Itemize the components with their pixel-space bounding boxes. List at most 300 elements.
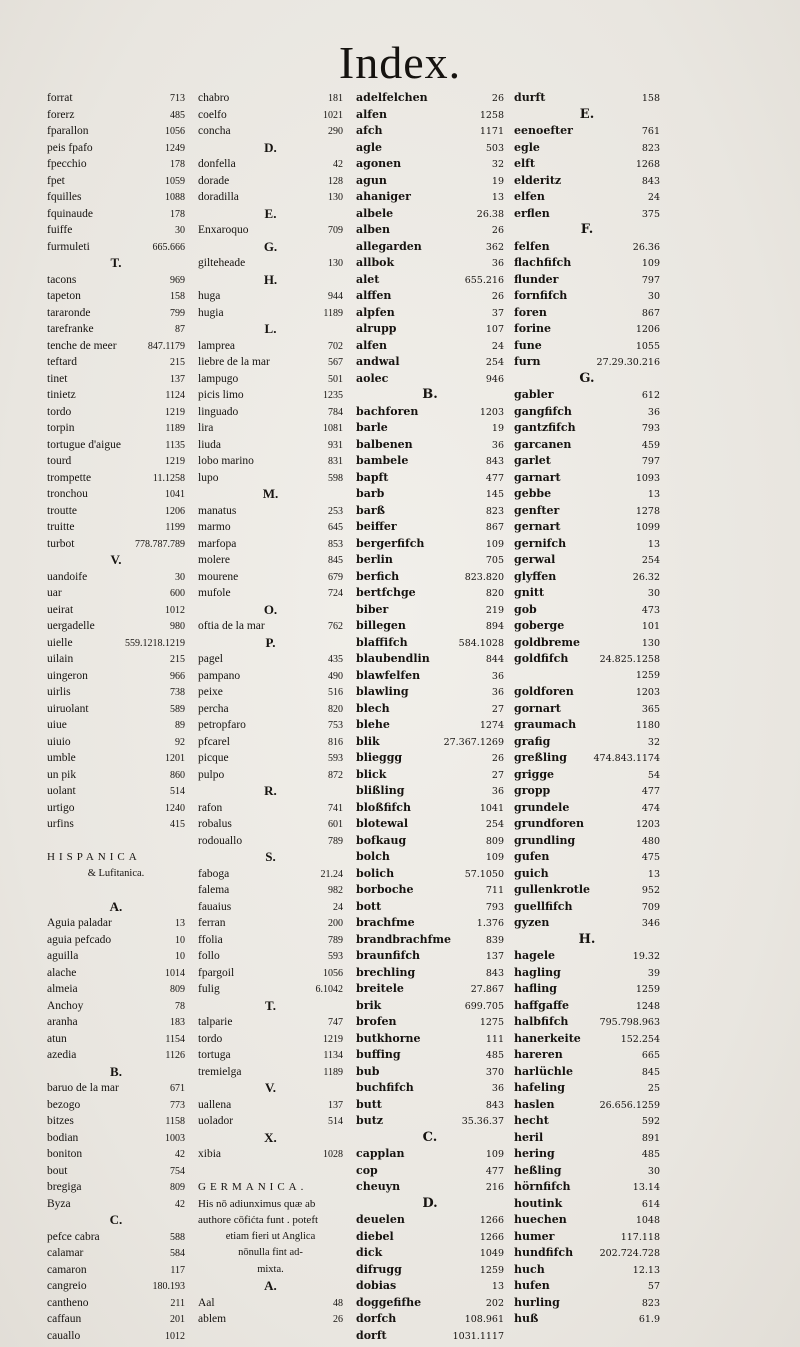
index-entry xyxy=(356,1245,504,1262)
entry-term: bergerfifch xyxy=(356,536,425,550)
entry-page-refs: 477 xyxy=(485,472,504,484)
entry-page-refs: 1189 xyxy=(323,1066,343,1078)
index-entry xyxy=(47,222,185,239)
entry-term: garcanen xyxy=(514,437,572,451)
entry-term: gullenkrotle xyxy=(514,883,591,896)
index-entry xyxy=(198,866,343,883)
index-entry xyxy=(198,354,343,371)
entry-page-refs: 809 xyxy=(485,835,504,847)
entry-page-refs: 13 xyxy=(491,192,504,203)
entry-term: cangreio xyxy=(47,1280,87,1292)
entry-term: guellfifch xyxy=(514,899,573,913)
entry-term: alben xyxy=(356,223,390,236)
index-entry xyxy=(514,470,660,487)
entry-term: alet xyxy=(356,272,380,286)
entry-page-refs: 42 xyxy=(333,159,343,170)
entry-term: heßling xyxy=(514,1163,562,1177)
entry-page-refs: 39 xyxy=(647,967,660,979)
index-entry xyxy=(47,123,185,140)
entry-page-refs: 724 xyxy=(328,588,343,599)
index-entry xyxy=(356,1113,504,1130)
entry-page-refs: 1126 xyxy=(165,1050,185,1061)
entry-page-refs: 201 xyxy=(170,1314,185,1325)
entry-term: diebel xyxy=(356,1229,394,1243)
index-entry xyxy=(356,123,504,140)
entry-term: bachforen xyxy=(356,404,419,418)
entry-term: gantzfifch xyxy=(514,421,576,434)
entry-term: hagling xyxy=(514,965,561,979)
entry-term: tarefranke xyxy=(47,323,94,335)
entry-page-refs: 514 xyxy=(328,1116,343,1127)
index-entry xyxy=(356,899,504,916)
index-entry xyxy=(356,305,504,322)
entry-page-refs: 980 xyxy=(170,621,185,632)
index-entry xyxy=(198,569,343,586)
index-entry xyxy=(514,1245,660,1262)
index-entry xyxy=(47,1014,185,1031)
entry-term: pagel xyxy=(198,653,223,665)
letter-heading: F. xyxy=(580,222,594,237)
index-entry xyxy=(514,239,660,256)
index-entry xyxy=(514,486,660,503)
entry-term: balbenen xyxy=(356,437,413,451)
entry-term: gob xyxy=(514,602,537,616)
entry-term: uandoife xyxy=(47,570,88,583)
index-entry xyxy=(356,750,504,767)
entry-term: gornart xyxy=(514,701,561,715)
index-entry xyxy=(514,1146,660,1163)
index-entry xyxy=(47,717,185,734)
entry-page-refs: 1012 xyxy=(165,604,185,616)
entry-term: coelfo xyxy=(198,108,227,121)
index-entry xyxy=(514,816,660,833)
entry-term: uolant xyxy=(47,785,76,797)
entry-page-refs: 30 xyxy=(175,225,185,236)
entry-page-refs: 1219 xyxy=(165,456,185,467)
index-entry xyxy=(47,239,185,256)
letter-heading: H. xyxy=(263,271,278,287)
index-entry xyxy=(514,1196,660,1213)
letter-heading: S. xyxy=(265,849,276,864)
index-entry xyxy=(198,915,343,932)
entry-term: lupo xyxy=(198,471,219,484)
entry-term: ferran xyxy=(198,917,226,929)
index-entry xyxy=(514,255,660,272)
entry-term: lira xyxy=(198,422,214,434)
entry-page-refs: 1259 xyxy=(635,984,660,995)
entry-page-refs: 1259 xyxy=(635,669,660,681)
entry-page-refs: 1266 xyxy=(479,1215,504,1226)
entry-page-refs: 593 xyxy=(328,951,343,962)
entry-page-refs: 180.193 xyxy=(152,1281,185,1292)
entry-term: Byza xyxy=(47,1197,71,1210)
entry-page-refs: 867 xyxy=(485,522,504,533)
entry-term: gerwal xyxy=(514,553,556,566)
index-entry xyxy=(47,1245,185,1262)
entry-term: fparallon xyxy=(47,125,89,137)
entry-term: alpfen xyxy=(356,305,395,319)
entry-term: agun xyxy=(356,173,387,187)
entry-term: tordo xyxy=(198,1032,223,1045)
entry-page-refs: 181 xyxy=(328,93,343,104)
entry-term: percha xyxy=(198,702,229,715)
entry-page-refs: 1031.1117 xyxy=(452,1330,504,1342)
index-entry xyxy=(356,668,504,685)
entry-page-refs: 1248 xyxy=(635,1000,660,1012)
entry-page-refs: 1268 xyxy=(635,159,660,170)
entry-page-refs: 26.32 xyxy=(632,571,660,583)
entry-page-refs: 36 xyxy=(491,439,504,451)
entry-page-refs: 42 xyxy=(175,1149,185,1160)
index-entry xyxy=(198,981,343,998)
entry-page-refs: 1199 xyxy=(165,522,185,533)
entry-page-refs: 477 xyxy=(641,786,660,797)
blank-line xyxy=(47,833,185,850)
index-entry xyxy=(198,107,343,124)
entry-page-refs: 35.36.37 xyxy=(461,1116,504,1127)
index-entry xyxy=(47,800,185,817)
entry-term: grafig xyxy=(514,734,551,748)
entry-term: greßling xyxy=(514,751,567,764)
index-entry xyxy=(47,387,185,404)
entry-term: brechling xyxy=(356,965,416,979)
index-entry xyxy=(356,453,504,470)
entry-page-refs: 823.820 xyxy=(464,571,504,583)
index-entry xyxy=(356,1080,504,1097)
entry-term: boniton xyxy=(47,1148,83,1160)
index-entry xyxy=(514,800,660,817)
entry-page-refs: 6.1042 xyxy=(315,984,343,995)
entry-page-refs: 152.254 xyxy=(620,1033,660,1045)
entry-page-refs: 1041 xyxy=(479,802,504,814)
index-entry xyxy=(514,272,660,289)
index-entry xyxy=(356,1097,504,1114)
entry-page-refs: 19 xyxy=(491,175,504,187)
entry-term: blaffifch xyxy=(356,635,408,649)
entry-term: tremielga xyxy=(198,1065,242,1078)
entry-term: hagele xyxy=(514,949,555,962)
index-entry xyxy=(514,1080,660,1097)
entry-term: grigge xyxy=(514,767,555,781)
index-entry xyxy=(47,915,185,932)
entry-term: lobo marino xyxy=(198,455,254,467)
entry-term: berlin xyxy=(356,553,393,566)
entry-page-refs: 612 xyxy=(641,390,660,401)
entry-page-refs: 26.656.1259 xyxy=(599,1099,660,1111)
entry-term: teftard xyxy=(47,356,78,368)
index-entry xyxy=(47,635,185,652)
index-entry xyxy=(514,701,660,718)
entry-term: cauallo xyxy=(47,1329,81,1342)
entry-page-refs: 30 xyxy=(647,588,660,599)
entry-term: turbot xyxy=(47,537,75,550)
entry-page-refs: 671 xyxy=(170,1083,185,1094)
entry-term: chabro xyxy=(198,92,230,104)
entry-term: aguilla xyxy=(47,950,79,962)
entry-term: fpargoil xyxy=(198,966,235,979)
entry-term: forine xyxy=(514,322,552,335)
index-entry xyxy=(198,1031,343,1048)
entry-term: hecht xyxy=(514,1114,549,1127)
index-entry xyxy=(514,915,660,932)
index-entry xyxy=(356,536,504,553)
entry-page-refs: 1240 xyxy=(165,802,185,814)
entry-term: peis fpafo xyxy=(47,141,93,154)
entry-page-refs: 754 xyxy=(170,1165,185,1177)
entry-page-refs: 27.367.1269 xyxy=(443,736,504,748)
entry-page-refs: 475 xyxy=(641,852,660,863)
entry-term: hareren xyxy=(514,1048,563,1061)
entry-page-refs: 1028 xyxy=(323,1149,343,1160)
entry-term: heril xyxy=(514,1130,544,1144)
index-entry xyxy=(198,734,343,751)
note-line: mixta. xyxy=(257,1263,284,1275)
index-entry xyxy=(514,1113,660,1130)
entry-term: molere xyxy=(198,554,230,566)
entry-page-refs: 1203 xyxy=(479,406,504,418)
entry-page-refs: 588 xyxy=(170,1231,185,1243)
entry-page-refs: 797 xyxy=(641,456,660,467)
entry-page-refs: 559.1218.1219 xyxy=(125,637,185,649)
entry-page-refs: 501 xyxy=(328,373,343,385)
entry-term: grundele xyxy=(514,800,570,814)
entry-page-refs: 1041 xyxy=(165,489,185,500)
index-entry xyxy=(514,651,660,668)
entry-page-refs: 24 xyxy=(647,192,660,203)
entry-page-refs: 799 xyxy=(170,307,185,319)
index-entry xyxy=(356,404,504,421)
index-entry xyxy=(198,288,343,305)
index-entry xyxy=(514,767,660,784)
entry-term: guich xyxy=(514,866,549,880)
entry-term: grundforen xyxy=(514,817,585,830)
entry-term: fpet xyxy=(47,174,65,187)
entry-term: urtigo xyxy=(47,801,75,814)
entry-page-refs: 1275 xyxy=(479,1017,504,1028)
index-entry xyxy=(356,1295,504,1312)
entry-page-refs: 30 xyxy=(175,571,185,583)
index-column-3 xyxy=(356,90,504,1344)
entry-term: furmuleti xyxy=(47,240,90,253)
letter-heading: L. xyxy=(264,321,277,336)
index-entry xyxy=(356,618,504,635)
entry-page-refs: 1189 xyxy=(323,307,343,319)
index-entry xyxy=(47,684,185,701)
entry-term: falema xyxy=(198,884,230,896)
entry-term: bott xyxy=(356,899,382,913)
entry-page-refs: 1189 xyxy=(165,423,185,434)
entry-page-refs: 738 xyxy=(170,687,185,698)
entry-page-refs: 485 xyxy=(170,109,185,121)
entry-term: flachfifch xyxy=(514,256,572,269)
index-entry xyxy=(198,816,343,833)
entry-page-refs: 665 xyxy=(641,1050,660,1061)
entry-term: cantheno xyxy=(47,1296,89,1309)
index-entry xyxy=(514,717,660,734)
entry-term: grundling xyxy=(514,833,576,847)
entry-term: dorfch xyxy=(356,1312,397,1325)
index-entry xyxy=(47,437,185,454)
entry-term: liuda xyxy=(198,438,221,451)
letter-heading: V. xyxy=(110,552,122,567)
index-entry xyxy=(514,1064,660,1081)
entry-term: eenoefter xyxy=(514,124,573,137)
index-entry xyxy=(47,585,185,602)
entry-term: hugia xyxy=(198,306,224,319)
entry-term: bolch xyxy=(356,850,390,863)
entry-page-refs: 32 xyxy=(491,159,504,170)
entry-term: ahaniger xyxy=(356,190,411,203)
index-entry xyxy=(514,750,660,767)
entry-page-refs: 702 xyxy=(328,340,343,352)
index-entry xyxy=(198,1295,343,1312)
entry-page-refs: 27 xyxy=(491,769,504,781)
index-entry xyxy=(356,635,504,652)
entry-page-refs: 200 xyxy=(328,918,343,929)
index-entry xyxy=(514,453,660,470)
entry-term: fornfifch xyxy=(514,289,568,302)
entry-term: concha xyxy=(198,125,231,137)
entry-page-refs: 13 xyxy=(647,489,660,500)
entry-page-refs: 19.32 xyxy=(632,951,660,962)
index-entry xyxy=(47,734,185,751)
entry-page-refs: 1258 xyxy=(479,109,504,121)
index-entry xyxy=(356,783,504,800)
index-entry xyxy=(514,321,660,338)
index-entry xyxy=(47,1163,185,1180)
entry-term: truitte xyxy=(47,521,75,533)
entry-page-refs: 709 xyxy=(641,901,660,913)
index-entry xyxy=(514,552,660,569)
entry-page-refs: 26 xyxy=(491,291,504,302)
entry-page-refs: 202.724.728 xyxy=(599,1248,660,1259)
entry-term: garnart xyxy=(514,470,561,484)
entry-page-refs: 130 xyxy=(328,258,343,269)
entry-term: troutte xyxy=(47,504,78,517)
index-entry xyxy=(514,354,660,371)
entry-term: huß xyxy=(514,1312,539,1325)
entry-page-refs: 92 xyxy=(175,736,185,748)
entry-term: bregiga xyxy=(47,1181,82,1193)
entry-term: manatus xyxy=(198,504,237,517)
entry-term: bub xyxy=(356,1064,380,1078)
entry-term: genfter xyxy=(514,503,560,517)
index-entry xyxy=(514,536,660,553)
entry-term: blawfelfen xyxy=(356,668,421,682)
entry-term: Aal xyxy=(198,1296,215,1309)
entry-term: albele xyxy=(356,206,394,220)
entry-page-refs: 48 xyxy=(333,1297,343,1309)
entry-term: uiruolant xyxy=(47,702,89,715)
entry-page-refs: 215 xyxy=(170,357,185,368)
index-entry xyxy=(198,668,343,685)
entry-page-refs: 25 xyxy=(647,1083,660,1094)
entry-term: pefce cabra xyxy=(47,1230,100,1243)
entry-page-refs: 13 xyxy=(647,538,660,550)
entry-page-refs: 705 xyxy=(485,555,504,566)
index-entry xyxy=(356,866,504,883)
entry-page-refs: 178 xyxy=(170,159,185,170)
index-entry xyxy=(47,371,185,388)
entry-page-refs: 944 xyxy=(328,291,343,302)
index-entry xyxy=(47,519,185,536)
index-entry xyxy=(198,519,343,536)
entry-page-refs: 969 xyxy=(170,274,185,286)
entry-term: umble xyxy=(47,752,76,764)
entry-term: elderitz xyxy=(514,173,562,187)
entry-page-refs: 111 xyxy=(485,1033,504,1045)
entry-term: fquilles xyxy=(47,191,82,203)
entry-page-refs: 709 xyxy=(328,225,343,236)
entry-page-refs: 26 xyxy=(491,225,504,236)
index-entry xyxy=(356,371,504,388)
entry-term: bezogo xyxy=(47,1098,81,1111)
entry-term: xibia xyxy=(198,1148,221,1160)
entry-page-refs: 130 xyxy=(641,637,660,649)
letter-heading: B. xyxy=(110,1063,122,1079)
index-entry xyxy=(356,503,504,520)
index-entry xyxy=(514,1047,660,1064)
index-entry xyxy=(47,965,185,982)
letter-heading: M. xyxy=(262,486,279,501)
entry-term: uiuio xyxy=(47,735,71,748)
entry-term: huga xyxy=(198,290,221,302)
entry-page-refs: 1259 xyxy=(479,1264,504,1276)
index-entry xyxy=(356,1179,504,1196)
entry-term: bertfchge xyxy=(356,586,416,599)
index-entry xyxy=(514,998,660,1015)
index-entry xyxy=(356,684,504,701)
entry-term: huch xyxy=(514,1262,545,1276)
entry-term: torpin xyxy=(47,422,75,434)
entry-term: berfich xyxy=(356,569,400,583)
entry-term: linguado xyxy=(198,405,239,418)
entry-term: aolec xyxy=(356,371,389,385)
index-entry xyxy=(198,470,343,487)
index-entry xyxy=(47,1047,185,1064)
entry-term: hanerkeite xyxy=(514,1031,581,1045)
entry-term: allegarden xyxy=(356,239,422,253)
entry-term: brik xyxy=(356,998,382,1012)
index-entry xyxy=(514,1311,660,1328)
entry-term: ffolia xyxy=(198,933,223,946)
entry-page-refs: 128 xyxy=(328,175,343,187)
entry-page-refs: 1203 xyxy=(635,819,660,830)
index-entry xyxy=(514,206,660,223)
index-entry xyxy=(198,1311,343,1328)
index-entry xyxy=(198,1064,343,1081)
entry-term: glyffen xyxy=(514,569,557,583)
entry-term: gilteheade xyxy=(198,257,246,269)
entry-term: hafeling xyxy=(514,1081,565,1094)
entry-term: goldbreme xyxy=(514,635,581,649)
entry-term: doradilla xyxy=(198,191,239,203)
entry-page-refs: 490 xyxy=(328,670,343,682)
entry-term: caffaun xyxy=(47,1313,82,1325)
index-entry xyxy=(47,321,185,338)
index-entry xyxy=(514,1229,660,1246)
index-entry xyxy=(356,882,504,899)
entry-term: blaubendlin xyxy=(356,652,430,665)
entry-term: felfen xyxy=(514,239,550,253)
index-entry xyxy=(198,701,343,718)
entry-page-refs: 36 xyxy=(647,406,660,418)
index-entry xyxy=(514,503,660,520)
index-entry xyxy=(47,932,185,949)
index-entry xyxy=(356,569,504,586)
entry-term: oftia de la mar xyxy=(198,620,265,632)
index-entry xyxy=(356,1064,504,1081)
